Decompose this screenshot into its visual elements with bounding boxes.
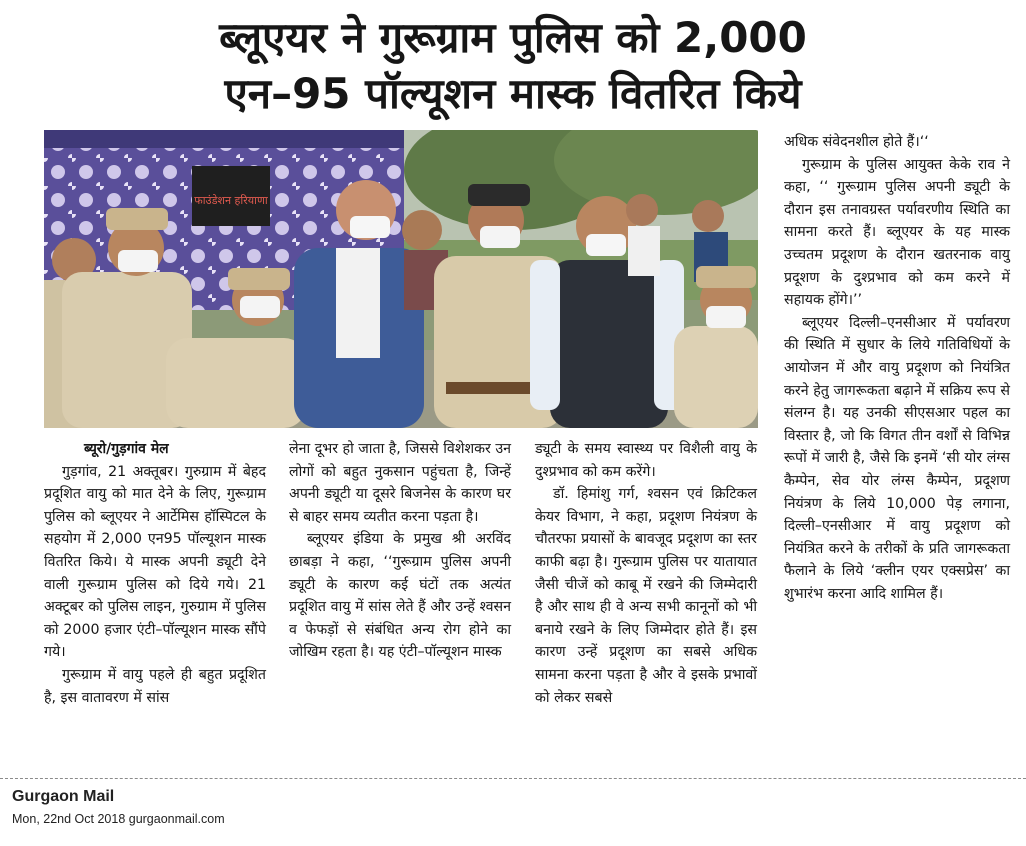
article-column-2 — [289, 438, 511, 664]
headline-line-1: ब्लूएयर ने गुरूग्राम पुलिस को 2,000 — [219, 13, 807, 62]
paragraph: ड्यूटी के समय स्वास्थ्य पर विशैली वायु के दुश्प्रभाव को कम करेंगे। — [535, 441, 757, 480]
article-column-4 — [784, 131, 1010, 605]
headline-line-2: एन–95 पॉल्यूशन मास्क वितरित किये — [224, 69, 802, 118]
paragraph: डॉ. हिमांशु गर्ग, श्वसन एवं क्रिटिकल केयर विभाग, ने कहा, प्रदूशण नियंत्रण के चौतरफा प्रयासों के बावजूद प्रदूशण का स्तर काफी बढ़ा है। गुरूग्राम पुलिस पर यातायात जैसी चीजें को काबू में रखने की जिम्मेदारी है और साथ ही वे अन्य सभी कानूनों को भी बनाये रखने के लिए जिम्मेदार होते हैं। इस कारण उन्हें प्रदूशण का सबसे अधिक सामना करना पड़ता है और वे इसके प्रभावों को लेकर सबसे — [535, 486, 757, 706]
paragraph: अधिक संवेदनशील होते हैं।‘‘ — [784, 134, 929, 150]
paragraph: गुरूग्राम के पुलिस आयुक्त केके राव ने कहा, ‘‘ गुरूग्राम पुलिस अपनी ड्यूटी के दौरान इस तनावग्रस्त पर्यावरणीय स्थिति का सामना करते हैं। ब्लूएयर के यह मास्क उच्चतम प्रदूशण के दौरान खतरनाक वायु प्रदूशण के दुश्प्रभाव को कम करने में सहायक होंगे।’’ — [784, 156, 1010, 309]
paragraph: ब्लूएयर दिल्ली–एनसीआर में पर्यावरण की स्थिति में सुधार के लिये गतिविधियों के आयोजन में और वायु प्रदूशण को नियंत्रित करने हेतु जागरूकता बढ़ाने में सक्रिय रूप से संलग्न है। यह उनकी सीएसआर पहल का विस्तार है, जो कि विगत तीन वर्शों से विभिन्न रूपों में जारी है, जैसे कि इनमें ‘सी योर लंग्स कैम्पेन, सेव योर लंग्स कैम्पेन, प्रदूशण नियंत्रण के लिये 10,000 पेड़ लगाना, दिल्ली–एनसीआर में वायु प्रदूशण को नियंत्रित करने के तरीकों के प्रति जागरूकता फैलाने के लिये ‘क्लीन एयर एक्सप्रेस’ का शुभारंभ करना आदि शामिल हैं। — [784, 314, 1010, 602]
footer-date: Mon, 22nd Oct 2018 gurgaonmail.com — [12, 812, 225, 826]
paragraph: ब्लूएयर इंडिया के प्रमुख श्री अरविंद छाबड़ा ने कहा, ‘‘गुरूग्राम पुलिस अपनी ड्यूटी के कारण कई घंटों तक अत्यंत प्रदूशित वायु में सांस लेते हैं और उन्हें श्वसन व फेफड़ों से संबंधित अन्य रोग होने का जोखिम रहता है। यह एंटी–पॉल्यूशन मास्क — [289, 531, 511, 661]
article-column-1 — [44, 438, 266, 709]
footer-brand: Gurgaon Mail — [12, 788, 115, 805]
paragraph: गुड़गांव, 21 अक्तूबर। गुरुग्राम में बेहद प्रदूशित वायु को मात देने के लिए, गुरूग्राम पुलिस को ब्लूएयर ने आर्टेमिस हॉस्पिटल के सहयोग में 2,000 एन95 पॉल्यूशन मास्क वितरित किये। ये मास्क अपनी ड्यूटी देने वाली गुरूग्राम पुलिस को दिये गये। 21 अक्टूबर को पुलिस लाइन, गुरुग्राम में पुलिस को 2000 हजार एंटी–पॉल्यूशन मास्क सौंपे गये। — [44, 463, 266, 661]
paragraph: लेना दूभर हो जाता है, जिससे विशेशकर उन लोगों को बहुत नुकसान पहुंचता है, जिन्हें अपनी ड्यूटी या दूसरे बिजनेस के कारण घर से बाहर समय व्यतीत करना पड़ता है। — [289, 441, 511, 525]
paragraph: गुरूग्राम में वायु पहले ही बहुत प्रदूशित है, इस वातावरण में सांस — [44, 666, 266, 706]
footer-divider — [0, 778, 1026, 779]
photo-banner-text: फाउंडेशन हरियाणा — [194, 194, 268, 207]
news-photo — [44, 130, 758, 428]
article-column-3 — [535, 438, 757, 709]
byline: ब्यूरो/गुड़गांव मेल — [84, 441, 169, 457]
